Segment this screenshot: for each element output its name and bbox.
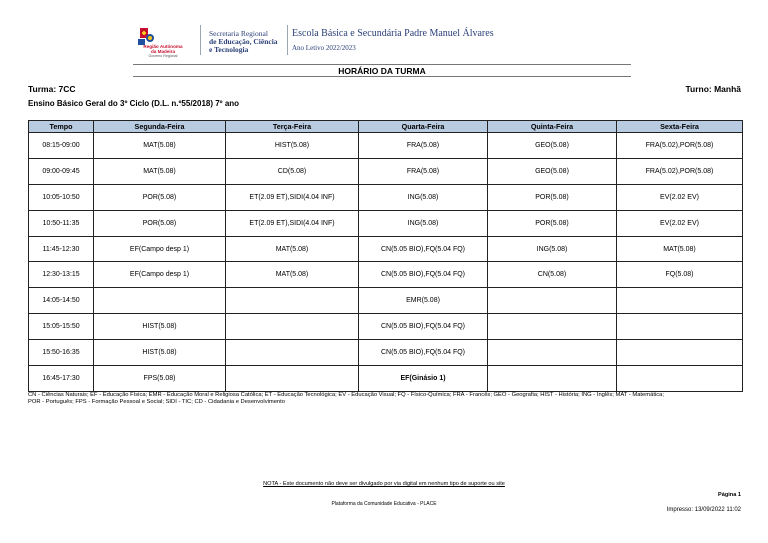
class-cell: [617, 314, 743, 340]
class-cell: MAT(5.08): [94, 133, 226, 159]
class-cell: MAT(5.08): [226, 236, 359, 262]
class-cell: HIST(5.08): [94, 314, 226, 340]
class-cell: ING(5.08): [359, 210, 488, 236]
class-cell: EMR(5.08): [359, 288, 488, 314]
table-row: [29, 314, 743, 340]
class-cell: CN(5.05 BIO),FQ(5.04 FQ): [359, 236, 488, 262]
class-cell: CN(5.05 BIO),FQ(5.04 FQ): [359, 262, 488, 288]
class-cell: [488, 288, 617, 314]
header-terca: Terça-Feira: [226, 121, 359, 133]
turma-label: Turma: 7CC: [28, 84, 76, 94]
region-logo-text: Região Autónoma da Madeira Governo Regional: [143, 44, 183, 58]
class-cell: MAT(5.08): [94, 158, 226, 184]
table-row: [29, 158, 743, 184]
class-cell: POR(5.08): [488, 184, 617, 210]
class-cell: [226, 366, 359, 392]
class-cell: FQ(5.08): [617, 262, 743, 288]
class-cell: FRA(5.02),POR(5.08): [617, 133, 743, 159]
page-title: HORÁRIO DA TURMA: [338, 66, 426, 76]
class-cell: EV(2.02 EV): [617, 210, 743, 236]
time-cell: 14:05-14:50: [29, 288, 94, 314]
class-cell: [488, 314, 617, 340]
class-cell: [488, 366, 617, 392]
table-row: [29, 262, 743, 288]
class-cell: EF(Ginásio 1): [359, 366, 488, 392]
time-cell: 15:50-16:35: [29, 340, 94, 366]
class-cell: FPS(5.08): [94, 366, 226, 392]
time-cell: 16:45-17:30: [29, 366, 94, 392]
class-cell: POR(5.08): [94, 184, 226, 210]
class-cell: ING(5.08): [488, 236, 617, 262]
class-cell: HIST(5.08): [226, 133, 359, 159]
class-cell: FRA(5.08): [359, 133, 488, 159]
header-quinta: Quinta-Feira: [488, 121, 617, 133]
class-cell: CN(5.05 BIO),FQ(5.04 FQ): [359, 314, 488, 340]
time-cell: 15:05-15:50: [29, 314, 94, 340]
class-cell: MAT(5.08): [617, 236, 743, 262]
class-cell: [617, 288, 743, 314]
header-divider: [200, 25, 201, 55]
header-divider: [287, 25, 288, 55]
table-row: [29, 184, 743, 210]
time-cell: 09:00-09:45: [29, 158, 94, 184]
schedule-table: [28, 120, 743, 392]
header-quarta: Quarta-Feira: [359, 121, 488, 133]
class-cell: CN(5.08): [488, 262, 617, 288]
time-cell: 12:30-13:15: [29, 262, 94, 288]
class-cell: ET(2.09 ET),SIDI(4.04 INF): [226, 210, 359, 236]
class-cell: POR(5.08): [94, 210, 226, 236]
class-cell: [617, 366, 743, 392]
subject-legend: CN - Ciências Naturais; EF - Educação Física; EMR - Educação Moral e Religiosa Católica; ET - Educação Tecnológica; EV - Educação Visual; FQ - Físico-Química; FRA - Francês; GEO - Geografia; HIST - História; ING - Inglês; MAT - Matemática; POR - Português; FPS - Formação Pessoal e Social; SIDI - TIC; CD - Cidadania e Desenvolvimento: [28, 392, 664, 405]
class-cell: [617, 340, 743, 366]
ensino-label: Ensino Básico Geral do 3º Ciclo (D.L. n.º55/2018) 7º ano: [28, 99, 240, 108]
class-cell: HIST(5.08): [94, 340, 226, 366]
time-cell: 11:45-12:30: [29, 236, 94, 262]
page-number: Página 1: [717, 492, 741, 498]
table-row: [29, 210, 743, 236]
print-date: Impresso: 13/09/2022 11:02: [666, 507, 741, 513]
class-cell: [226, 340, 359, 366]
class-cell: EF(Campo desp 1): [94, 262, 226, 288]
class-cell: CN(5.05 BIO),FQ(5.04 FQ): [359, 340, 488, 366]
title-rule-top: [133, 64, 631, 65]
platform-name: Plataforma da Comunidade Educativa - PLACE: [331, 501, 437, 507]
class-cell: ING(5.08): [359, 184, 488, 210]
secretaria-name: Secretaria Regional de Educação, Ciência e Tecnologia: [209, 29, 278, 54]
title-rule-bottom: [133, 76, 631, 77]
class-cell: FRA(5.08): [359, 158, 488, 184]
turno-label: Turno: Manhã: [685, 84, 741, 94]
table-row: [29, 236, 743, 262]
class-cell: ET(2.09 ET),SIDI(4.04 INF): [226, 184, 359, 210]
header-sexta: Sexta-Feira: [617, 121, 743, 133]
class-cell: FRA(5.02),POR(5.08): [617, 158, 743, 184]
class-cell: [226, 314, 359, 340]
school-name: Escola Básica e Secundária Padre Manuel Álvares: [292, 28, 494, 39]
time-cell: 10:05-10:50: [29, 184, 94, 210]
table-header-row: [29, 121, 743, 133]
class-cell: CD(5.08): [226, 158, 359, 184]
time-cell: 08:15-09:00: [29, 133, 94, 159]
header-segunda: Segunda-Feira: [94, 121, 226, 133]
table-row: [29, 340, 743, 366]
class-cell: MAT(5.08): [226, 262, 359, 288]
school-year: Ano Letivo 2022/2023: [292, 44, 356, 52]
table-row: [29, 133, 743, 159]
header-tempo: Tempo: [29, 121, 94, 133]
table-row: [29, 288, 743, 314]
time-cell: 10:50-11:35: [29, 210, 94, 236]
class-cell: EV(2.02 EV): [617, 184, 743, 210]
class-cell: [226, 288, 359, 314]
class-cell: GEO(5.08): [488, 133, 617, 159]
class-cell: EF(Campo desp 1): [94, 236, 226, 262]
class-cell: [488, 340, 617, 366]
footer-note: NOTA - Este documento não deve ser divulgado por via digital em nenhum tipo de suporte ou site: [263, 481, 505, 487]
class-cell: GEO(5.08): [488, 158, 617, 184]
table-row: [29, 366, 743, 392]
class-cell: POR(5.08): [488, 210, 617, 236]
class-cell: [94, 288, 226, 314]
